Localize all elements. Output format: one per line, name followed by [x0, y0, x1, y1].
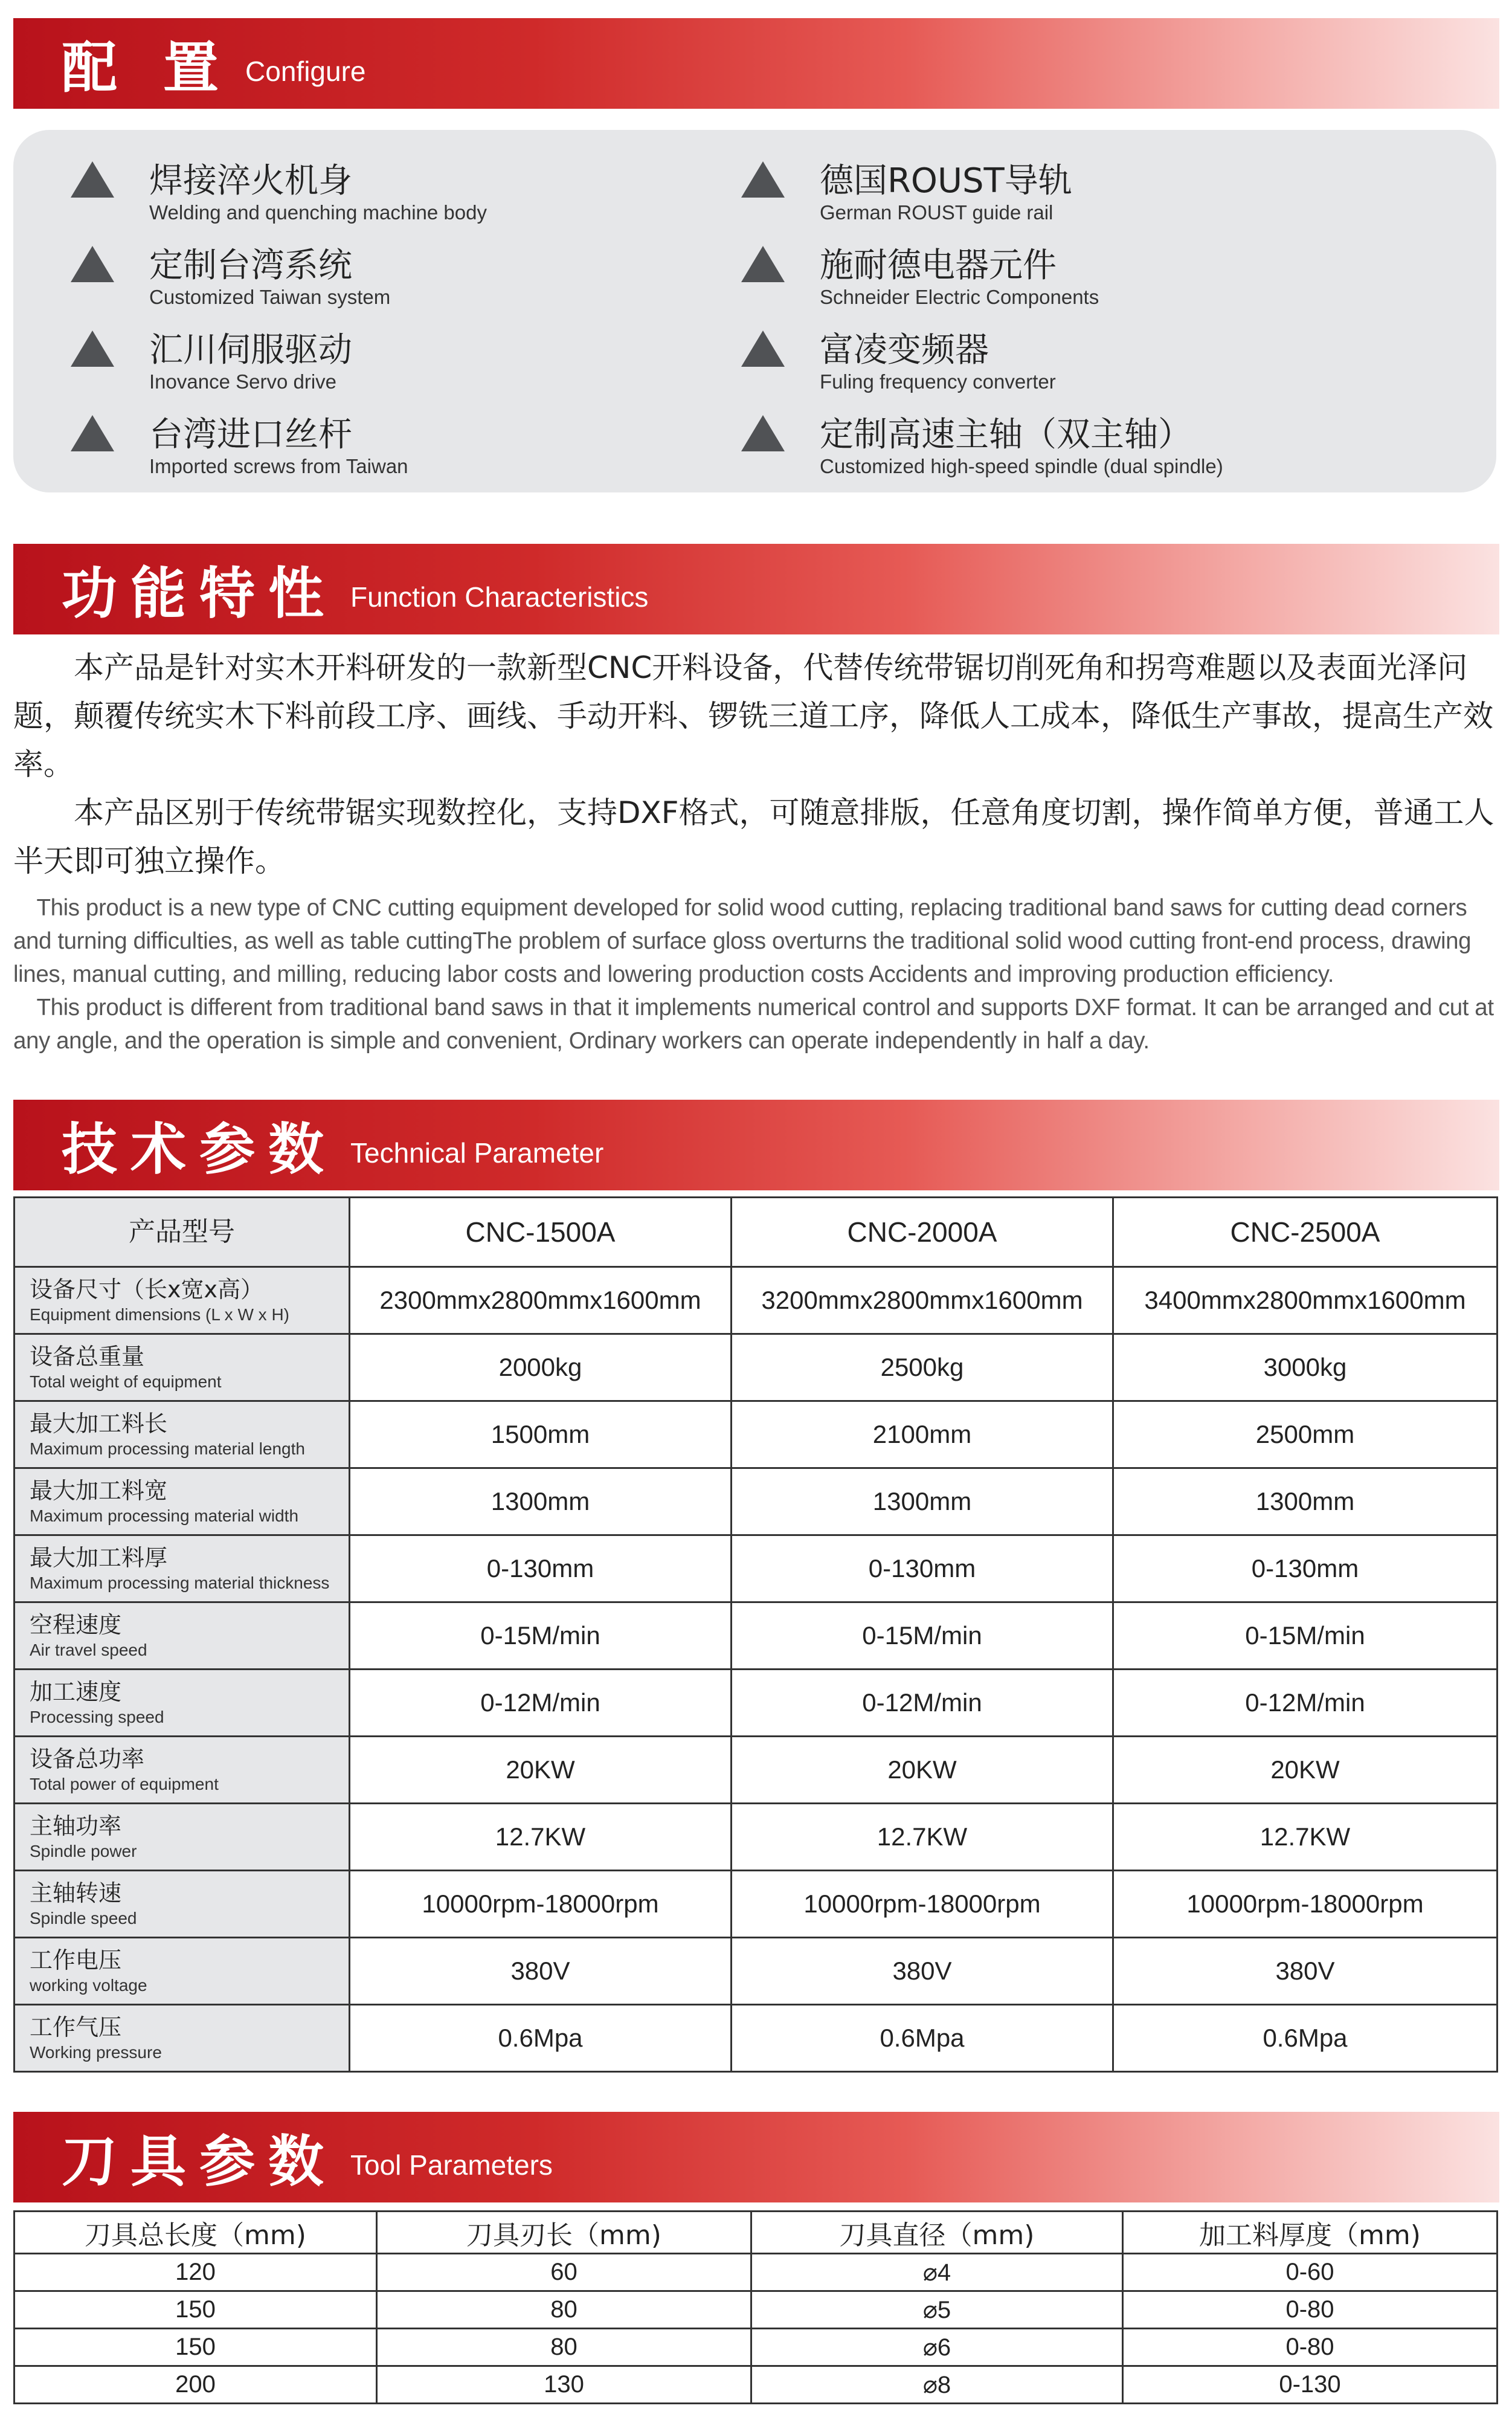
row-label: 空程速度 Air travel speed	[14, 1602, 350, 1670]
table-cell: 10000rpm-18000rpm	[350, 1871, 732, 1938]
triangle-bullet-icon	[71, 161, 114, 198]
table-cell: 2300mmx2800mmx1600mm	[350, 1267, 732, 1334]
table-cell: 12.7KW	[1113, 1804, 1498, 1871]
config-item-zh: 德国ROUST导轨	[820, 161, 1072, 201]
table-cell: 0.6Mpa	[350, 2005, 732, 2072]
table-row	[14, 1938, 1498, 2005]
table-cell: ⌀6	[751, 2329, 1123, 2366]
config-item-en: Customized Taiwan system	[149, 286, 391, 308]
row-label: 主轴功率 Spindle power	[14, 1804, 350, 1871]
function-paragraph-zh: 本产品区别于传统带锯实现数控化，支持DXF格式，可随意排版，任意角度切割，操作简单方便，普通工人半天即可独立操作。	[13, 795, 1494, 879]
table-row	[14, 1737, 1498, 1804]
table-header-cell: 产品型号	[14, 1198, 350, 1267]
technical-table	[13, 1196, 1498, 2073]
row-label: 设备总重量 Total weight of equipment	[14, 1334, 350, 1401]
configure-header	[13, 18, 1499, 109]
table-row	[14, 1804, 1498, 1871]
config-item-en: German ROUST guide rail	[820, 201, 1054, 224]
table-header-cell: 加工料厚度（mm)	[1123, 2212, 1498, 2254]
technical-title-en: Technical Parameter	[350, 1137, 604, 1169]
table-cell: ⌀5	[751, 2291, 1123, 2329]
tool-title-en: Tool Parameters	[350, 2149, 553, 2181]
triangle-bullet-icon	[741, 161, 785, 198]
table-cell: 0.6Mpa	[1113, 2005, 1498, 2072]
table-header-row	[14, 1198, 1498, 1267]
table-cell: 2000kg	[350, 1334, 732, 1401]
table-cell: 80	[377, 2329, 751, 2366]
tool-title: 刀具参数	[62, 2129, 338, 2194]
table-row	[14, 2329, 1498, 2366]
table-cell: 0-15M/min	[350, 1602, 732, 1670]
triangle-bullet-icon	[741, 331, 785, 367]
table-cell: 12.7KW	[732, 1804, 1113, 1871]
function-title-en: Function Characteristics	[350, 581, 649, 613]
table-cell: 0-15M/min	[1113, 1602, 1498, 1670]
table-row	[14, 2366, 1498, 2404]
config-item-zh: 富凌变频器	[820, 331, 989, 370]
config-item-zh: 施耐德电器元件	[820, 246, 1057, 285]
row-label: 设备总功率 Total power of equipment	[14, 1737, 350, 1804]
table-row	[14, 1871, 1498, 1938]
table-cell: 1300mm	[732, 1468, 1113, 1535]
row-label: 加工速度 Processing speed	[14, 1670, 350, 1737]
table-cell: 0-130mm	[350, 1535, 732, 1602]
table-row	[14, 2291, 1498, 2329]
table-cell: 0-130	[1123, 2366, 1498, 2404]
table-cell: 3200mmx2800mmx1600mm	[732, 1267, 1113, 1334]
tool-table	[13, 2210, 1498, 2404]
table-cell: ⌀4	[751, 2254, 1123, 2291]
row-label: 最大加工料厚 Maximum processing material thickness	[14, 1535, 350, 1602]
row-label: 最大加工料宽 Maximum processing material width	[14, 1468, 350, 1535]
table-cell: 10000rpm-18000rpm	[732, 1871, 1113, 1938]
triangle-bullet-icon	[741, 246, 785, 282]
configure-panel	[13, 130, 1496, 492]
table-row	[14, 2254, 1498, 2291]
table-cell: 1300mm	[1113, 1468, 1498, 1535]
triangle-bullet-icon	[741, 415, 785, 451]
row-label: 工作气压 Working pressure	[14, 2005, 350, 2072]
table-cell: 200	[14, 2366, 377, 2404]
table-header-cell: 刀具直径（mm)	[751, 2212, 1123, 2254]
table-cell: 1300mm	[350, 1468, 732, 1535]
config-item-zh: 定制台湾系统	[149, 246, 352, 285]
tool-header	[13, 2112, 1499, 2202]
table-cell: 380V	[350, 1938, 732, 2005]
table-cell: 2500mm	[1113, 1401, 1498, 1468]
function-paragraph-zh: 本产品是针对实木开料研发的一款新型CNC开料设备，代替传统带锯切削死角和拐弯难题以及表面光泽问题，颠覆传统实木下料前段工序、画线、手动开料、锣铣三道工序，降低人工成本，降低生产事故，提高生产效率。	[13, 650, 1493, 782]
config-item-en: Customized high-speed spindle (dual spindle)	[820, 455, 1223, 477]
table-cell: 150	[14, 2329, 377, 2366]
table-cell: 0-60	[1123, 2254, 1498, 2291]
table-row	[14, 1670, 1498, 1737]
table-cell: 150	[14, 2291, 377, 2329]
table-cell: 0.6Mpa	[732, 2005, 1113, 2072]
config-item-zh: 汇川伺服驱动	[149, 331, 352, 370]
table-cell: 2500kg	[732, 1334, 1113, 1401]
table-cell: 0-130mm	[732, 1535, 1113, 1602]
configure-title: 配 置	[62, 36, 233, 100]
config-item-en: Inovance Servo drive	[149, 370, 337, 393]
table-row	[14, 1535, 1498, 1602]
table-row	[14, 1401, 1498, 1468]
table-cell: 0-80	[1123, 2291, 1498, 2329]
table-cell: 130	[377, 2366, 751, 2404]
table-cell: 10000rpm-18000rpm	[1113, 1871, 1498, 1938]
table-cell: 20KW	[1113, 1737, 1498, 1804]
table-header-cell: 刀具总长度（mm)	[14, 2212, 377, 2254]
table-cell: 2100mm	[732, 1401, 1113, 1468]
table-header-cell: CNC-1500A	[350, 1198, 732, 1267]
config-item-zh: 焊接淬火机身	[149, 161, 352, 201]
table-header-row	[14, 2212, 1498, 2254]
table-header-cell: 刀具刃长（mm)	[377, 2212, 751, 2254]
table-cell: 0-15M/min	[732, 1602, 1113, 1670]
table-cell: 380V	[1113, 1938, 1498, 2005]
triangle-bullet-icon	[71, 246, 114, 282]
function-description-zh	[13, 644, 1499, 885]
table-cell: 20KW	[350, 1737, 732, 1804]
row-label: 主轴转速 Spindle speed	[14, 1871, 350, 1938]
table-cell: 0-12M/min	[732, 1670, 1113, 1737]
table-header-cell: CNC-2000A	[732, 1198, 1113, 1267]
table-cell: 3000kg	[1113, 1334, 1498, 1401]
triangle-bullet-icon	[71, 415, 114, 451]
function-description-en	[13, 891, 1499, 1057]
triangle-bullet-icon	[71, 331, 114, 367]
table-row	[14, 1267, 1498, 1334]
table-cell: 0-80	[1123, 2329, 1498, 2366]
config-item-zh: 定制高速主轴（双主轴）	[820, 415, 1192, 454]
technical-title: 技术参数	[62, 1117, 338, 1182]
table-cell: 80	[377, 2291, 751, 2329]
table-cell: 12.7KW	[350, 1804, 732, 1871]
config-item-en: Welding and quenching machine body	[149, 201, 487, 224]
table-cell: 20KW	[732, 1737, 1113, 1804]
config-item-en: Schneider Electric Components	[820, 286, 1099, 308]
function-header	[13, 544, 1499, 634]
config-item-zh: 台湾进口丝杆	[149, 415, 352, 454]
row-label: 最大加工料长 Maximum processing material length	[14, 1401, 350, 1468]
row-label: 工作电压 working voltage	[14, 1938, 350, 2005]
table-cell: 0-12M/min	[350, 1670, 732, 1737]
table-cell: 3400mmx2800mmx1600mm	[1113, 1267, 1498, 1334]
table-row	[14, 1334, 1498, 1401]
table-row	[14, 2005, 1498, 2072]
function-title: 功能特性	[62, 561, 338, 626]
function-paragraph-en: This product is different from traditional band saws in that it implements numerical control and supports DXF format. It can be arranged and cut at any angle, and the operation is simple and convenient, Ordinary workers can operate independently in half a day.	[13, 995, 1494, 1054]
function-paragraph-en: This product is a new type of CNC cutting equipment developed for solid wood cutting, replacing traditional band saws for cutting dead corners and turning difficulties, as well as table cuttingThe problem of surface gloss overturns the traditional solid wood cutting front-end process, drawing lines, manual cutting, and milling, reducing labor costs and lowering production costs Accidents and improving production efficiency.	[13, 895, 1472, 987]
table-cell: 380V	[732, 1938, 1113, 2005]
configure-title-en: Configure	[245, 56, 366, 87]
table-cell: 1500mm	[350, 1401, 732, 1468]
table-cell: ⌀8	[751, 2366, 1123, 2404]
table-row	[14, 1602, 1498, 1670]
technical-header	[13, 1100, 1499, 1190]
config-item-en: Fuling frequency converter	[820, 370, 1056, 393]
table-header-cell: CNC-2500A	[1113, 1198, 1498, 1267]
config-item-en: Imported screws from Taiwan	[149, 455, 408, 477]
row-label: 设备尺寸（长x宽x高） Equipment dimensions (L x W x H)	[14, 1267, 350, 1334]
table-cell: 0-130mm	[1113, 1535, 1498, 1602]
table-cell: 0-12M/min	[1113, 1670, 1498, 1737]
table-row	[14, 1468, 1498, 1535]
table-cell: 60	[377, 2254, 751, 2291]
table-cell: 120	[14, 2254, 377, 2291]
